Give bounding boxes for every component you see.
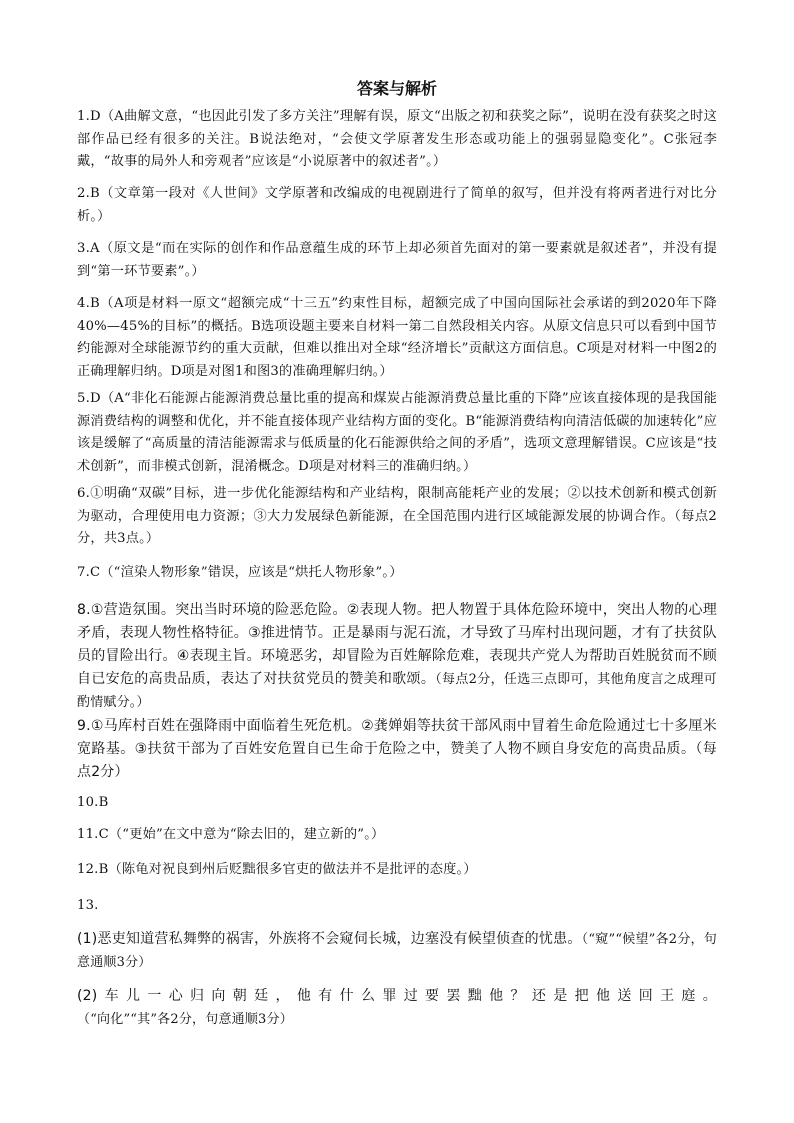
answer-3: 3.A（原文是“而在实际的创作和作品意蕴生成的环节上却必须首先面对的第一要素就是叙述者”，并没有提到“第一环节要素”。）: [77, 241, 717, 279]
answer-13-1-text: (1)恶吏知道营私舞弊的祸害，外族将不会窥伺长城，边塞没有候望侦查的忧患。: [77, 931, 582, 947]
answer-10: 10.B: [77, 795, 109, 810]
answer-2: 2.B（文章第一段对《人世间》文学原著和改编成的电视剧进行了简单的叙写，但并没有将两者进行对比分析。）: [77, 186, 717, 224]
answer-8: [77, 599, 717, 714]
answer-5: 5.D（A“非化石能源占能源消费总量比重的提高和煤炭占能源消费总量比重的下降”应该直接体现的是我国能源消费结构的调整和优化，并不能直接体现产业结构方面的变化。B“能源消费结构向清洁低碳的加速转化”应该是缓解了“高质量的清洁能源需求与低质量的化石能源供给之间的矛盾”，选项文意理解错误。C应该是“技术创新”，而非模式创新，混淆概念。D项是对材料三的准确归纳。）: [77, 391, 717, 474]
answer-13-2-text: (2)车儿一心归向朝廷，他有什么罪过要罢黜他？还是把他送回王庭。: [77, 988, 717, 1004]
answer-9: [77, 715, 717, 784]
answer-8-scoring: （每点2分，任选三点即可，其他角度言之成理可酌情赋分。）: [77, 672, 718, 710]
answer-13-label: 13.: [77, 898, 99, 913]
answer-13-2: [77, 985, 717, 1031]
answer-13-1-scoring: （“窥”“候望”各2分，句意通顺3分）: [77, 932, 717, 970]
answer-11: 11.C（“更始”在文中意为“除去旧的，建立新的”。）: [77, 827, 385, 842]
answer-4: 4.B（A项是材料一原文“超额完成“十三五”约束性目标，超额完成了中国向国际社会承诺的到2020年下降40%—45%的目标”的概括。B选项设题主要来自材料一第二自然段相关内容。从原文信息只可以看到中国节约能源对全球能源节约的重大贡献，但难以推出对全球“经济增长”贡献这方面信息。C项是对材料一中图2的正确理解归纳。D项是对图1和图3的准确理解归纳。）: [77, 296, 717, 379]
answer-13-1: [77, 928, 717, 974]
answer-8-text: 8.①营造氛围。突出当时环境的险恶危险。②表现人物。把人物置于具体危险环境中，突出人物的心理矛盾，表现人物性格特征。③推进情节。正是暴雨与泥石流，才导致了马库村出现问题，才有了扶贫队员的冒险出行。④表现主旨。环境恶劣，却冒险为百姓解除危难，表现共产党人为帮助百姓脱贫而不顾自已安危的高贵品质，表达了对扶贫党员的赞美和歌颂。: [77, 602, 717, 687]
answer-6: 6.①明确“双碳”目标，进一步优化能源结构和产业结构，限制高能耗产业的发展；②以技术创新和模式创新为驱动，合理使用电力资源；③大力发展绿色新能源，在全国范围内进行区域能源发展的协调合作。（每点2分，共3点。）: [77, 486, 717, 546]
answer-7: 7.C（“渲染人物形象”错误，应该是“烘托人物形象”。）: [77, 565, 403, 580]
answer-12: 12.B（陈龟对祝良到州后贬黜很多官吏的做法并不是批评的态度。）: [77, 862, 477, 877]
page-title: 答案与解析: [356, 79, 437, 98]
answer-1: 1.D（A曲解文意，“也因此引发了多方关注”理解有误，原文“出版之初和获奖之际”，说明在没有获奖之时这部作品已经有很多的关注。B说法绝对，“会使文学原著发生形态或功能上的强弱显隐变化”。C张冠李戴，“故事的局外人和旁观者”应该是“小说原著中的叙述者”。）: [77, 109, 717, 169]
answer-13-2-scoring: （“向化”“其”各2分，句意通顺3分）: [77, 1012, 293, 1027]
answer-9-text: 9.①马库村百姓在强降雨中面临着生死危机。②龚婵娟等扶贫干部风雨中冒着生命危险通过七十多厘米宽路基。③扶贫干部为了百姓安危置自已生命于危险之中，赞美了人物不顾自身安危的高贵品质。（每点2分）: [77, 718, 717, 780]
